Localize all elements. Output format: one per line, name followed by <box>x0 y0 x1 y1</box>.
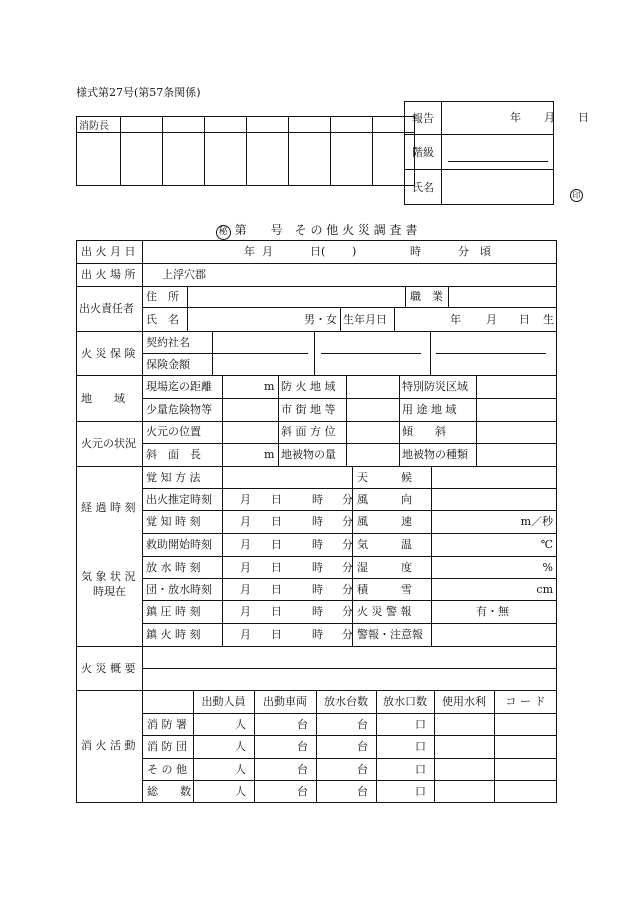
burned-amount-label: 地被物の量 <box>281 448 336 461</box>
time-unit: 時 <box>312 515 323 528</box>
time-unit: 分 <box>342 583 353 596</box>
amount-label: 保険金額 <box>146 358 190 371</box>
firefighting-unit: 口 <box>415 763 426 776</box>
firefighting-unit: 台 <box>297 785 308 798</box>
firefighting-unit: 口 <box>415 740 426 753</box>
firefighting-header: 出動車両 <box>263 695 307 708</box>
responsible-label: 出火責任者 <box>79 302 134 315</box>
survey-form: 出 火 月 日 年 月 日( ) 時 分 頃 出 火 場 所 上浮穴郡 出火責任者 住 所 職 業 氏 名 男・女 生年月日 年 月 日 生 火 災 保 険 契約社名 保険金額 地 域 現場迄の距離 m 防 火 地 域 特別防災区域 少量危険物等 市 街 地 等 用 途 地 域 火元の状況 火元の位置 斜 面 方 位 傾 斜 斜 面 長 m 地被物の量 地被物の種類 経 過 時 刻 気 象 状 況 時現在 覚 知 方 法 天 候 出火推定時刻 月 日 時 分 風 向 覚 知 時 刻 月 日 時 分 風 速 m／秒 救助開始時刻 月 日 時 分 気 温 ℃ 放 水 時 刻 月 日 時 分 湿 度 % 団・放水時刻 月 日 時 分 積 雪 cm 鎮 圧 時 刻 月 日 時 分 火 災 警 報 有・無 鎮 火 時 刻 月 日 時 分 警報・注意報 火 災 概 要 消 火 活 動 出動人員 出動車両 放水台数 放水口数 使用水利 コ ー ド 消 防 署 人 台 台 口 消 防 団 人 台 台 口 そ の 他 人 台 台 口 総 数 人 台 台 口 <box>76 240 557 803</box>
firefighting-unit: 人 <box>235 718 246 731</box>
time-unit: 時 <box>312 493 323 506</box>
insurer-label: 契約社名 <box>146 336 190 349</box>
time-unit: 時 <box>312 583 323 596</box>
firefighting-label: 消 火 活 動 <box>81 739 136 752</box>
weather-item-label: 風 向 <box>357 493 412 506</box>
firefighting-unit: 台 <box>297 763 308 776</box>
timeline-row-label: 鎮 圧 時 刻 <box>146 605 201 618</box>
birth-label: 生年月日 <box>343 313 387 326</box>
incline-label: 傾 斜 <box>402 425 446 438</box>
timeline-row-label: 鎮 火 時 刻 <box>146 628 201 641</box>
weather-item-label: 気 温 <box>357 538 412 551</box>
time-unit: 日 <box>271 561 282 574</box>
stamp-cell[interactable] <box>77 133 121 186</box>
firefighting-header: 出動人員 <box>201 695 246 708</box>
time-unit: 月 <box>240 561 251 574</box>
time-unit: 月 <box>240 538 251 551</box>
seal-mark: 印 <box>570 189 583 202</box>
firefighting-header: 使用水利 <box>442 695 486 708</box>
name-label: 氏 名 <box>146 313 179 326</box>
burned-type-label: 地被物の種類 <box>402 448 468 461</box>
sex-options[interactable]: 男・女 <box>304 313 337 326</box>
insurance-label: 火 災 保 険 <box>81 347 136 360</box>
firefighting-row-label: 消 防 団 <box>147 740 187 753</box>
fire-place-value[interactable]: 上浮穴郡 <box>162 268 206 281</box>
weather-item-label: 警報・注意報 <box>357 628 423 641</box>
time-unit: 時 <box>312 628 323 641</box>
firefighting-unit: 台 <box>297 718 308 731</box>
chief-label: 消防長 <box>77 117 121 133</box>
area-label: 地 域 <box>81 392 125 405</box>
fire-date-label: 出 火 月 日 <box>81 245 136 258</box>
time-unit: 日 <box>271 515 282 528</box>
weather-item-label: 湿 度 <box>357 561 412 574</box>
firefighting-row-label: そ の 他 <box>147 763 187 776</box>
firefighting-unit: 台 <box>357 785 368 798</box>
distance-label: 現場迄の距離 <box>146 380 212 393</box>
confidential-seal: 秘 <box>216 225 231 240</box>
form-number: 様式第27号(第57条関係) <box>76 86 201 99</box>
timeline-row-label: 放 水 時 刻 <box>146 561 201 574</box>
firefighting-header: コ ー ド <box>505 695 546 708</box>
report-date-field[interactable]: 年 月 日 <box>442 102 554 135</box>
special-zone-label: 特別防災区域 <box>402 380 468 393</box>
time-unit: 月 <box>240 583 251 596</box>
time-unit: 分 <box>342 493 353 506</box>
weather-unit: m／秒 <box>520 515 553 528</box>
time-unit: 月 <box>240 515 251 528</box>
urban-label: 市 街 地 等 <box>281 403 336 416</box>
time-unit: 分 <box>342 538 353 551</box>
timeline-row-label: 救助開始時刻 <box>146 538 212 551</box>
summary-label: 火 災 概 要 <box>81 662 136 675</box>
time-unit: 分 <box>342 561 353 574</box>
time-unit: 時 <box>312 538 323 551</box>
time-unit: 日 <box>271 538 282 551</box>
firefighting-unit: 人 <box>235 785 246 798</box>
firefighting-row-label: 総 数 <box>147 785 191 798</box>
firefighting-unit: 人 <box>235 740 246 753</box>
firefighting-row-label: 消 防 署 <box>147 718 187 731</box>
weather-unit: ℃ <box>540 538 553 551</box>
time-unit: 月 <box>240 605 251 618</box>
time-unit: 時 <box>312 605 323 618</box>
fire-zone-label: 防 火 地 域 <box>281 380 336 393</box>
timeline-row-label: 覚 知 時 刻 <box>146 515 201 528</box>
time-unit: 分 <box>342 515 353 528</box>
origin-label: 火元の状況 <box>81 437 136 450</box>
time-unit: 分 <box>342 605 353 618</box>
weather-unit: % <box>542 561 553 574</box>
use-zone-label: 用 途 地 域 <box>402 403 457 416</box>
firefighting-unit: 台 <box>357 763 368 776</box>
fire-place-label: 出 火 場 所 <box>81 268 136 281</box>
slope-dir-label: 斜 面 方 位 <box>281 425 336 438</box>
timeline-row-label: 覚 知 方 法 <box>146 471 201 484</box>
weather-item-label: 積 雪 <box>357 583 412 596</box>
weather-item-label: 天 候 <box>357 471 412 484</box>
origin-pos-label: 火元の位置 <box>146 425 201 438</box>
time-unit: 日 <box>271 605 282 618</box>
firefighting-unit: 台 <box>357 740 368 753</box>
weather-item-label: 火 災 警 報 <box>357 605 412 618</box>
weather-time-label: 時現在 <box>93 585 126 598</box>
time-unit: 時 <box>312 561 323 574</box>
address-label: 住 所 <box>146 290 179 303</box>
approval-stamp-table <box>76 116 415 186</box>
time-unit: 日 <box>271 493 282 506</box>
firefighting-unit: 台 <box>357 718 368 731</box>
document-title: 秘 第 号 そ の 他 火 災 調 査 書 <box>76 221 557 240</box>
firefighting-header: 放水口数 <box>383 695 427 708</box>
occupation-label: 職 業 <box>410 290 443 303</box>
firefighting-unit: 人 <box>235 763 246 776</box>
report-label: 報告 <box>405 102 442 135</box>
rank-field[interactable] <box>442 135 554 170</box>
firefighting-unit: 台 <box>297 740 308 753</box>
timeline-row-label: 団・放水時刻 <box>146 583 212 596</box>
name-field[interactable] <box>442 170 581 205</box>
slope-len-label: 斜 面 長 <box>146 448 201 461</box>
weather-label: 気 象 状 況 <box>81 570 136 583</box>
time-unit: 月 <box>240 493 251 506</box>
timeline-row-label: 出火推定時刻 <box>146 493 212 506</box>
hazard-label: 少量危険物等 <box>146 403 212 416</box>
alarm-options[interactable]: 有・無 <box>476 605 509 618</box>
weather-item-label: 風 速 <box>357 515 412 528</box>
weather-unit: cm <box>536 583 553 596</box>
time-unit: 分 <box>342 628 353 641</box>
time-unit: 日 <box>271 628 282 641</box>
firefighting-unit: 口 <box>415 718 426 731</box>
time-unit: 月 <box>240 628 251 641</box>
name-label: 氏名 <box>405 170 442 205</box>
timeline-label: 経 過 時 刻 <box>81 501 136 514</box>
report-box <box>404 101 589 205</box>
rank-label: 階級 <box>405 135 442 170</box>
time-unit: 日 <box>271 583 282 596</box>
firefighting-unit: 口 <box>415 785 426 798</box>
firefighting-header: 放水台数 <box>324 695 368 708</box>
